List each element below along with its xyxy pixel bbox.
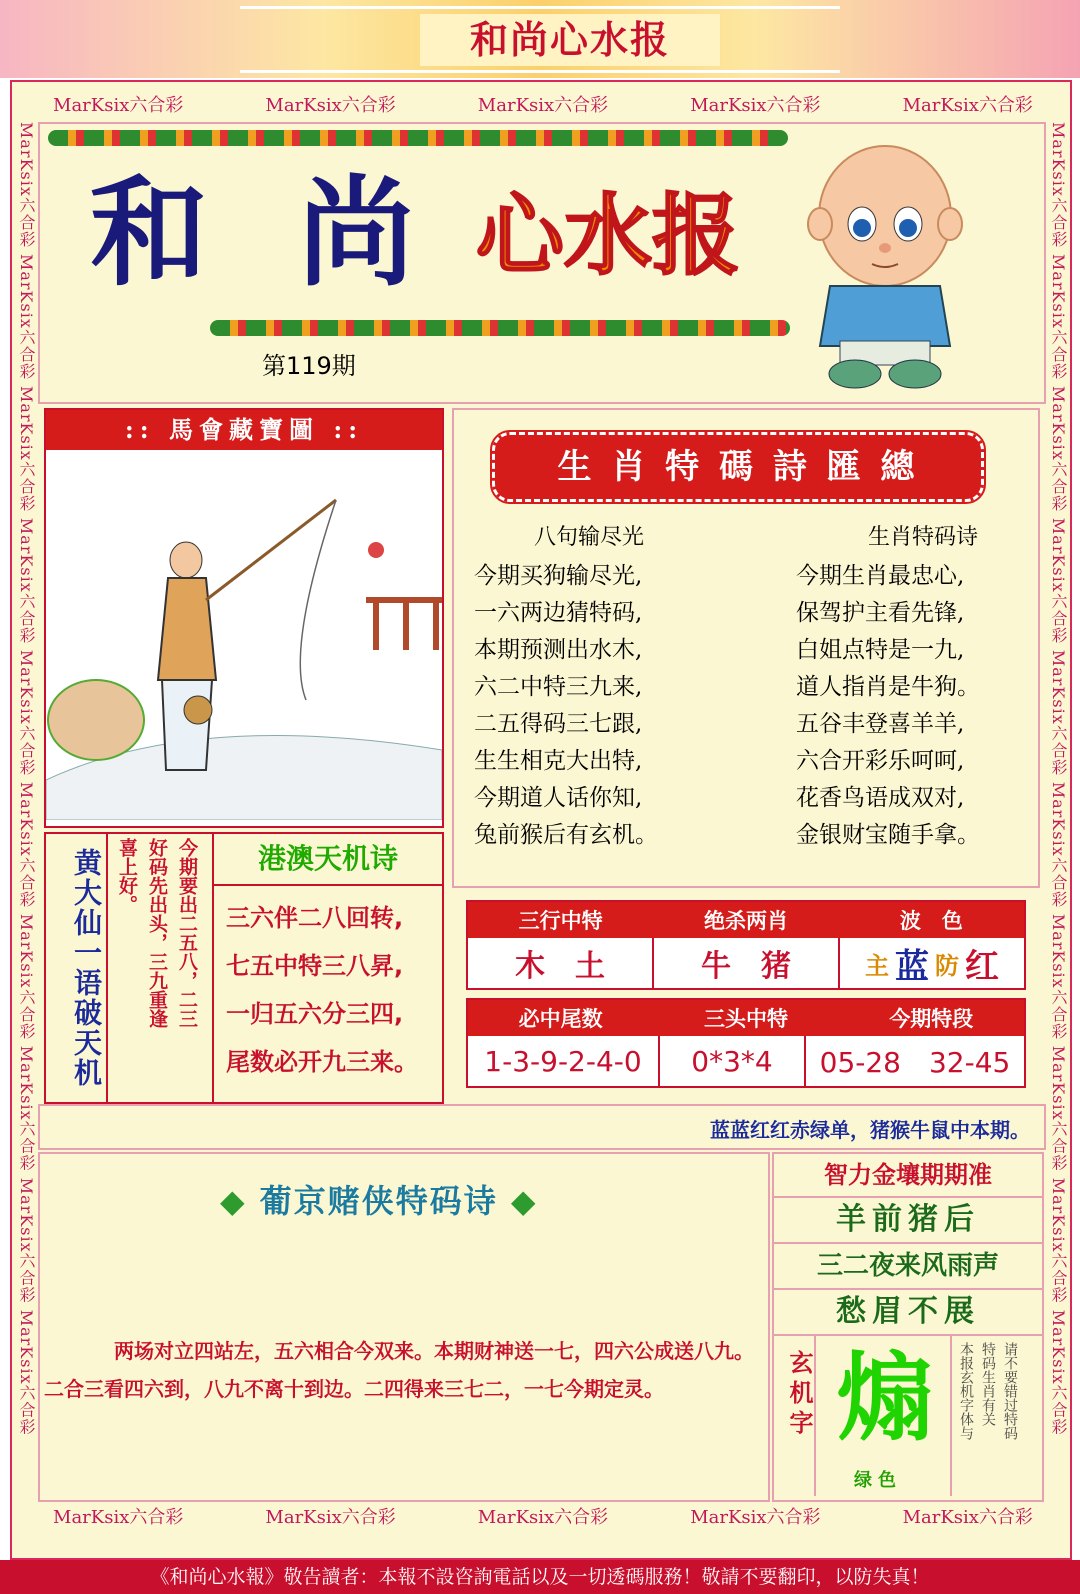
flower-vine-top xyxy=(48,130,788,146)
watermark: MarKsix六合彩 xyxy=(1049,1309,1068,1436)
huang-daxian-title: 黄大仙一语破天机 xyxy=(70,848,103,1088)
right-verse-line: 三二夜来风雨声 xyxy=(774,1244,1042,1290)
huang-daxian-col3: 喜上好。 xyxy=(116,838,138,914)
watermark: MarKsix六合彩 xyxy=(1049,781,1068,908)
watermark: MarKsix六合彩 xyxy=(902,1507,1033,1528)
table2-row xyxy=(468,1036,1024,1086)
divider xyxy=(106,834,108,1102)
table2-header xyxy=(468,1000,1024,1036)
hk-poem-line: 三六伴二八回转, xyxy=(226,904,404,932)
right-poem-line: 保驾护主看先锋, xyxy=(796,600,965,626)
poem-summary-title: 生 肖 特 碼 詩 匯 總 xyxy=(492,432,984,502)
masthead-title-main: 和 尚 xyxy=(90,163,440,302)
left-poem-title: 八句输尽光 xyxy=(534,525,645,550)
table1-header-cell: 波 色 xyxy=(899,909,963,933)
watermark: MarKsix六合彩 xyxy=(17,649,36,776)
watermark: MarKsix六合彩 xyxy=(1049,385,1068,512)
table2-header-cell: 必中尾数 xyxy=(518,1007,603,1031)
right-poem-line: 今期生肖最忠心, xyxy=(796,563,965,589)
watermark: MarKsix六合彩 xyxy=(53,95,184,116)
newspaper-frame xyxy=(10,80,1072,1560)
wave-guard-color: 红 xyxy=(965,946,999,987)
fisherman-illustration xyxy=(46,450,442,820)
gambler-poem-panel xyxy=(38,1152,770,1502)
masthead xyxy=(38,122,1046,404)
wave-guard-label: 防 xyxy=(935,951,959,980)
divider xyxy=(814,1336,816,1496)
table2-value: 0*3*4 xyxy=(660,1036,806,1086)
right-verse-line: 愁眉不展 xyxy=(774,1290,1042,1336)
top-banner xyxy=(0,0,1080,78)
watermark: MarKsix六合彩 xyxy=(690,95,821,116)
wave-main-label: 主 xyxy=(865,951,889,980)
table1-row xyxy=(468,938,1024,988)
table2-header-cell: 三头中特 xyxy=(703,1007,788,1031)
watermark: MarKsix六合彩 xyxy=(477,95,609,116)
right-poem-line: 白姐点特是一九, xyxy=(796,637,965,663)
right-poem-line: 花香鸟语成双对, xyxy=(796,785,965,811)
watermark-row-top xyxy=(12,90,1074,118)
right-poem-line: 六合开彩乐呵呵, xyxy=(796,748,965,774)
masthead-title-sub: 心水报 xyxy=(476,184,741,287)
watermark-row-bottom xyxy=(12,1502,1074,1530)
table2-value: 1-3-9-2-4-0 xyxy=(468,1036,660,1086)
divider xyxy=(950,1336,952,1496)
mystery-label: 玄机字 xyxy=(785,1350,813,1440)
top-title: 和尚心水报 xyxy=(420,14,720,66)
right-poem-title: 生肖特码诗 xyxy=(868,525,979,550)
mystery-note xyxy=(956,1342,1020,1492)
mystery-color: 绿色 xyxy=(854,1470,902,1491)
treasure-map-title: :: 馬會藏寶圖 :: xyxy=(46,410,442,450)
gambler-poem-title xyxy=(220,1176,538,1222)
watermark-col-right xyxy=(1046,122,1070,1522)
watermark: MarKsix六合彩 xyxy=(17,1309,36,1436)
right-verse-line: 智力金壤期期准 xyxy=(774,1154,1042,1198)
watermark: MarKsix六合彩 xyxy=(902,95,1033,116)
table1-value: 牛 猪 xyxy=(654,938,840,988)
watermark: MarKsix六合彩 xyxy=(17,913,36,1040)
watermark: MarKsix六合彩 xyxy=(265,1507,396,1528)
table1-header-cell: 三行中特 xyxy=(518,909,603,933)
mystery-note-col: 请不要错过特码 xyxy=(1002,1342,1018,1440)
watermark: MarKsix六合彩 xyxy=(17,122,36,248)
banner-stripe xyxy=(240,70,840,73)
right-poem-line: 道人指肖是牛狗。 xyxy=(796,674,980,700)
huang-daxian-col2: 好码先出头，三九重逢 xyxy=(146,838,168,1028)
gambler-poem-title-text: 葡京赌侠特码诗 xyxy=(259,1182,498,1220)
right-verse-panel xyxy=(772,1152,1044,1502)
watermark: MarKsix六合彩 xyxy=(1049,1177,1068,1304)
watermark: MarKsix六合彩 xyxy=(1049,649,1068,776)
watermark: MarKsix六合彩 xyxy=(477,1507,609,1528)
watermark: MarKsix六合彩 xyxy=(17,385,36,512)
treasure-map-panel xyxy=(44,408,444,828)
wave-main-color: 蓝 xyxy=(895,946,929,987)
hk-poem-line: 尾数必开九三来。 xyxy=(226,1048,418,1076)
mystery-character: 煽 xyxy=(837,1341,933,1454)
diamond-icon: ◆ xyxy=(220,1182,247,1220)
watermark: MarKsix六合彩 xyxy=(1049,253,1068,380)
table2-value: 05-28 32-45 xyxy=(819,1046,1011,1079)
poem-summary-panel xyxy=(452,408,1040,888)
flower-vine-bottom xyxy=(210,320,790,336)
huang-daxian-col1: 今期要出二五八，二三 xyxy=(176,838,198,1028)
huang-daxian-text xyxy=(112,838,202,1100)
left-poem-line: 生生相克大出特, xyxy=(474,748,643,774)
wave-color-cell xyxy=(840,938,1024,988)
left-poem-line: 本期预测出水木, xyxy=(474,637,643,663)
mystery-note-col: 特码生肖有关 xyxy=(980,1342,996,1426)
diamond-icon: ◆ xyxy=(510,1182,538,1220)
hk-poem-title: 港澳天机诗 xyxy=(214,834,442,886)
table2-header-cell: 今期特段 xyxy=(889,1007,974,1031)
strip-note: 蓝蓝红红赤绿单，猪猴牛鼠中本期。 xyxy=(710,1118,1030,1142)
mystery-note-col: 本报玄机字体与 xyxy=(958,1342,974,1440)
left-poem-line: 今期道人话你知, xyxy=(474,785,643,811)
hk-poem-line: 七五中特三八昇, xyxy=(226,952,404,980)
watermark: MarKsix六合彩 xyxy=(690,1507,821,1528)
issue-number: 第119期 xyxy=(262,352,356,380)
left-poem-line: 二五得码三七跟, xyxy=(474,711,643,737)
left-poem-line: 兔前猴后有玄机。 xyxy=(474,822,658,848)
watermark: MarKsix六合彩 xyxy=(265,95,396,116)
watermark-col-left xyxy=(14,122,38,1522)
left-poem xyxy=(474,558,658,854)
right-poem-line: 五谷丰登喜羊羊, xyxy=(796,711,965,737)
watermark: MarKsix六合彩 xyxy=(1049,517,1068,644)
gambler-poem-text: 两场对立四站左，五六相合今双来。本期财神送一七，四六公成送八九。二合三看四六到，八九不离十到边。二四得来三七二，一七今期定灵。 xyxy=(44,1339,754,1401)
watermark: MarKsix六合彩 xyxy=(1049,913,1068,1040)
right-verse-line: 羊前猪后 xyxy=(774,1198,1042,1244)
monk-mascot xyxy=(800,136,970,396)
forecast-table-1 xyxy=(466,900,1026,990)
watermark: MarKsix六合彩 xyxy=(17,253,36,380)
right-poem-line: 金银财宝随手拿。 xyxy=(796,822,980,848)
watermark: MarKsix六合彩 xyxy=(53,1507,184,1528)
watermark: MarKsix六合彩 xyxy=(17,781,36,908)
left-poem-line: 六二中特三九来, xyxy=(474,674,643,700)
table1-header-cell: 绝杀两肖 xyxy=(703,909,788,933)
right-poem xyxy=(796,558,980,854)
oracle-panel xyxy=(44,832,444,1104)
watermark: MarKsix六合彩 xyxy=(17,1177,36,1304)
strip-note-row xyxy=(38,1104,1046,1150)
forecast-table-2 xyxy=(466,998,1026,1088)
hk-poem-line: 一归五六分三四, xyxy=(226,1000,404,1028)
footer-notice: 《和尚心水報》敬告讀者：本報不設咨詢電話以及一切透碼服務！敬請不要翻印，以防失真！ xyxy=(0,1560,1080,1594)
watermark: MarKsix六合彩 xyxy=(17,1045,36,1172)
watermark: MarKsix六合彩 xyxy=(1049,122,1068,248)
watermark: MarKsix六合彩 xyxy=(1049,1045,1068,1172)
banner-stripe xyxy=(240,6,840,9)
left-poem-line: 一六两边猜特码, xyxy=(474,600,643,626)
watermark: MarKsix六合彩 xyxy=(17,517,36,644)
hk-poem-lines xyxy=(226,894,418,1086)
left-poem-line: 今期买狗输尽光, xyxy=(474,563,643,589)
table1-value: 木 土 xyxy=(468,938,654,988)
table1-header xyxy=(468,902,1024,938)
